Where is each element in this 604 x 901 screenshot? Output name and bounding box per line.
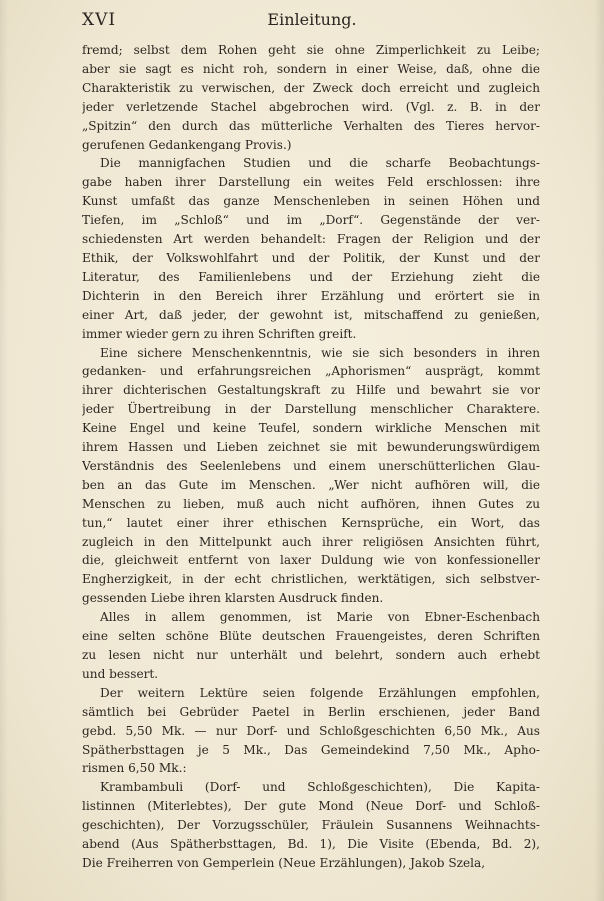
paragraph bbox=[82, 154, 540, 343]
text-line: Die mannigfachen Studien und die scharfe Beobachtungs- bbox=[100, 156, 540, 171]
text-line: gabe haben ihrer Darstellung ein weites Feld erschlossen: ihre bbox=[82, 175, 540, 190]
text-line: jeder verletzende Stachel abgebrochen wird. (Vgl. z. B. in der bbox=[82, 99, 540, 114]
text-line: Alles in allem genommen, ist Marie von Ebner-Eschenbach bbox=[100, 610, 540, 625]
paragraph bbox=[82, 41, 540, 154]
paragraph bbox=[82, 778, 540, 873]
text-line: Keine Engel und keine Teufel, sondern wirkliche Menschen mit bbox=[82, 421, 540, 436]
text-line: jeder Übertreibung in der Darstellung menschlicher Charaktere. bbox=[82, 402, 540, 417]
page-edge-shadow-left bbox=[0, 0, 8, 901]
text-line: fremd; selbst dem Rohen geht sie ohne Zimperlichkeit zu Leibe; bbox=[82, 43, 540, 57]
text-line: ihrem Hassen und Lieben zeichnet sie mit bewunderungswürdigem bbox=[82, 440, 540, 455]
text-line: gedanken- und erfahrungsreichen „Aphorismen“ ausprägt, kommt bbox=[82, 364, 540, 379]
body-text bbox=[82, 41, 540, 873]
text-line: ihrer dichterischen Gestaltungskraft zu Hilfe und bewahrt sie vor bbox=[82, 383, 540, 398]
text-line: Die Freiherren von Gemperlein (Neue Erzählungen), Jakob Szela, bbox=[82, 855, 486, 870]
text-line: Eine sichere Menschenkenntnis, wie sie sich besonders in ihren bbox=[100, 345, 540, 360]
text-line: gebd. 5,50 Mk. — nur Dorf- und Schloßgeschichten 6,50 Mk., Aus bbox=[82, 723, 540, 738]
text-line: Charakteristik zu verwischen, der Zweck doch erreicht und zugleich bbox=[82, 80, 540, 95]
text-line: Kunst umfaßt das ganze Menschenleben in seinen Höhen und bbox=[82, 194, 540, 209]
text-line: Krambambuli (Dorf- und Schloßgeschichten), Die Kapita- bbox=[100, 780, 540, 795]
text-line: zu lesen nicht nur unterhält und belehrt, sondern auch erhebt bbox=[82, 648, 540, 662]
text-line: gerufenen Gedankengang Provis.) bbox=[82, 137, 292, 152]
text-line: einer Art, daß jeder, der gewohnt ist, mitschaffend zu genießen, bbox=[82, 307, 540, 322]
text-line: immer wieder gern zu ihren Schriften greift. bbox=[82, 326, 357, 341]
text-line: abend (Aus Spätherbsttagen, Bd. 1), Die Visite (Ebenda, Bd. 2), bbox=[82, 837, 540, 852]
text-line: Spätherbsttagen je 5 Mk., Das Gemeindekind 7,50 Mk., Apho- bbox=[82, 742, 540, 757]
page-number: XVI bbox=[82, 10, 117, 30]
text-line: zugleich in den Mittelpunkt auch ihrer religiösen Ansichten führt, bbox=[82, 534, 540, 549]
paragraph bbox=[82, 684, 540, 779]
text-line: Verständnis des Seelenlebens und einem unerschütterlichen Glau- bbox=[82, 458, 540, 473]
page-edge-shadow-right bbox=[594, 0, 604, 901]
text-line: und bessert. bbox=[82, 666, 159, 681]
text-line: Engherzigkeit, in der echt christlichen, werktätigen, sich selbstver- bbox=[82, 572, 540, 587]
text-line: geschichten), Der Vorzugsschüler, Fräulein Susannens Weihnachts- bbox=[82, 818, 540, 833]
text-line: Literatur, des Familienlebens und der Erziehung zieht die bbox=[82, 269, 540, 284]
page-header bbox=[82, 10, 542, 34]
paragraph bbox=[82, 608, 540, 684]
text-line: „Spitzin“ den durch das mütterliche Verhalten des Tieres hervor- bbox=[82, 118, 540, 133]
text-line: Menschen zu lieben, muß auch nicht aufhören, ihnen Gutes zu bbox=[82, 496, 540, 511]
text-line: eine selten schöne Blüte deutschen Frauengeistes, deren Schriften bbox=[82, 629, 540, 644]
text-line: listinnen (Miterlebtes), Der gute Mond (Neue Dorf- und Schloß- bbox=[82, 799, 540, 814]
text-line: schiedensten Art werden behandelt: Fragen der Religion und der bbox=[82, 232, 540, 247]
text-line: Tiefen, im „Schloß“ und im „Dorf“. Gegenstände der ver- bbox=[82, 213, 540, 228]
text-line: tun,“ lautet einer ihrer ethischen Kernsprüche, ein Wort, das bbox=[82, 515, 540, 530]
text-line: aber sie sagt es nicht roh, sondern in einer Weise, daß, ohne die bbox=[82, 61, 540, 76]
text-line: sämtlich bei Gebrüder Paetel in Berlin erschienen, jeder Band bbox=[82, 704, 540, 719]
text-line: Dichterin in den Bereich ihrer Erzählung und erörtert sie in bbox=[82, 288, 540, 303]
text-line: Der weitern Lektüre seien folgende Erzählungen empfohlen, bbox=[100, 685, 540, 700]
text-line: ben an das Gute im Menschen. „Wer nicht aufhören will, die bbox=[82, 477, 540, 492]
paragraph bbox=[82, 344, 540, 609]
text-line: die, gleichweit entfernt von laxer Duldung wie von konfessioneller bbox=[82, 553, 540, 568]
running-title: Einleitung. bbox=[267, 10, 357, 29]
text-line: rismen 6,50 Mk.: bbox=[82, 761, 187, 776]
text-line: Ethik, der Volkswohlfahrt und der Politik, der Kunst und der bbox=[82, 250, 540, 265]
text-line: gessenden Liebe ihren klarsten Ausdruck finden. bbox=[82, 591, 384, 606]
